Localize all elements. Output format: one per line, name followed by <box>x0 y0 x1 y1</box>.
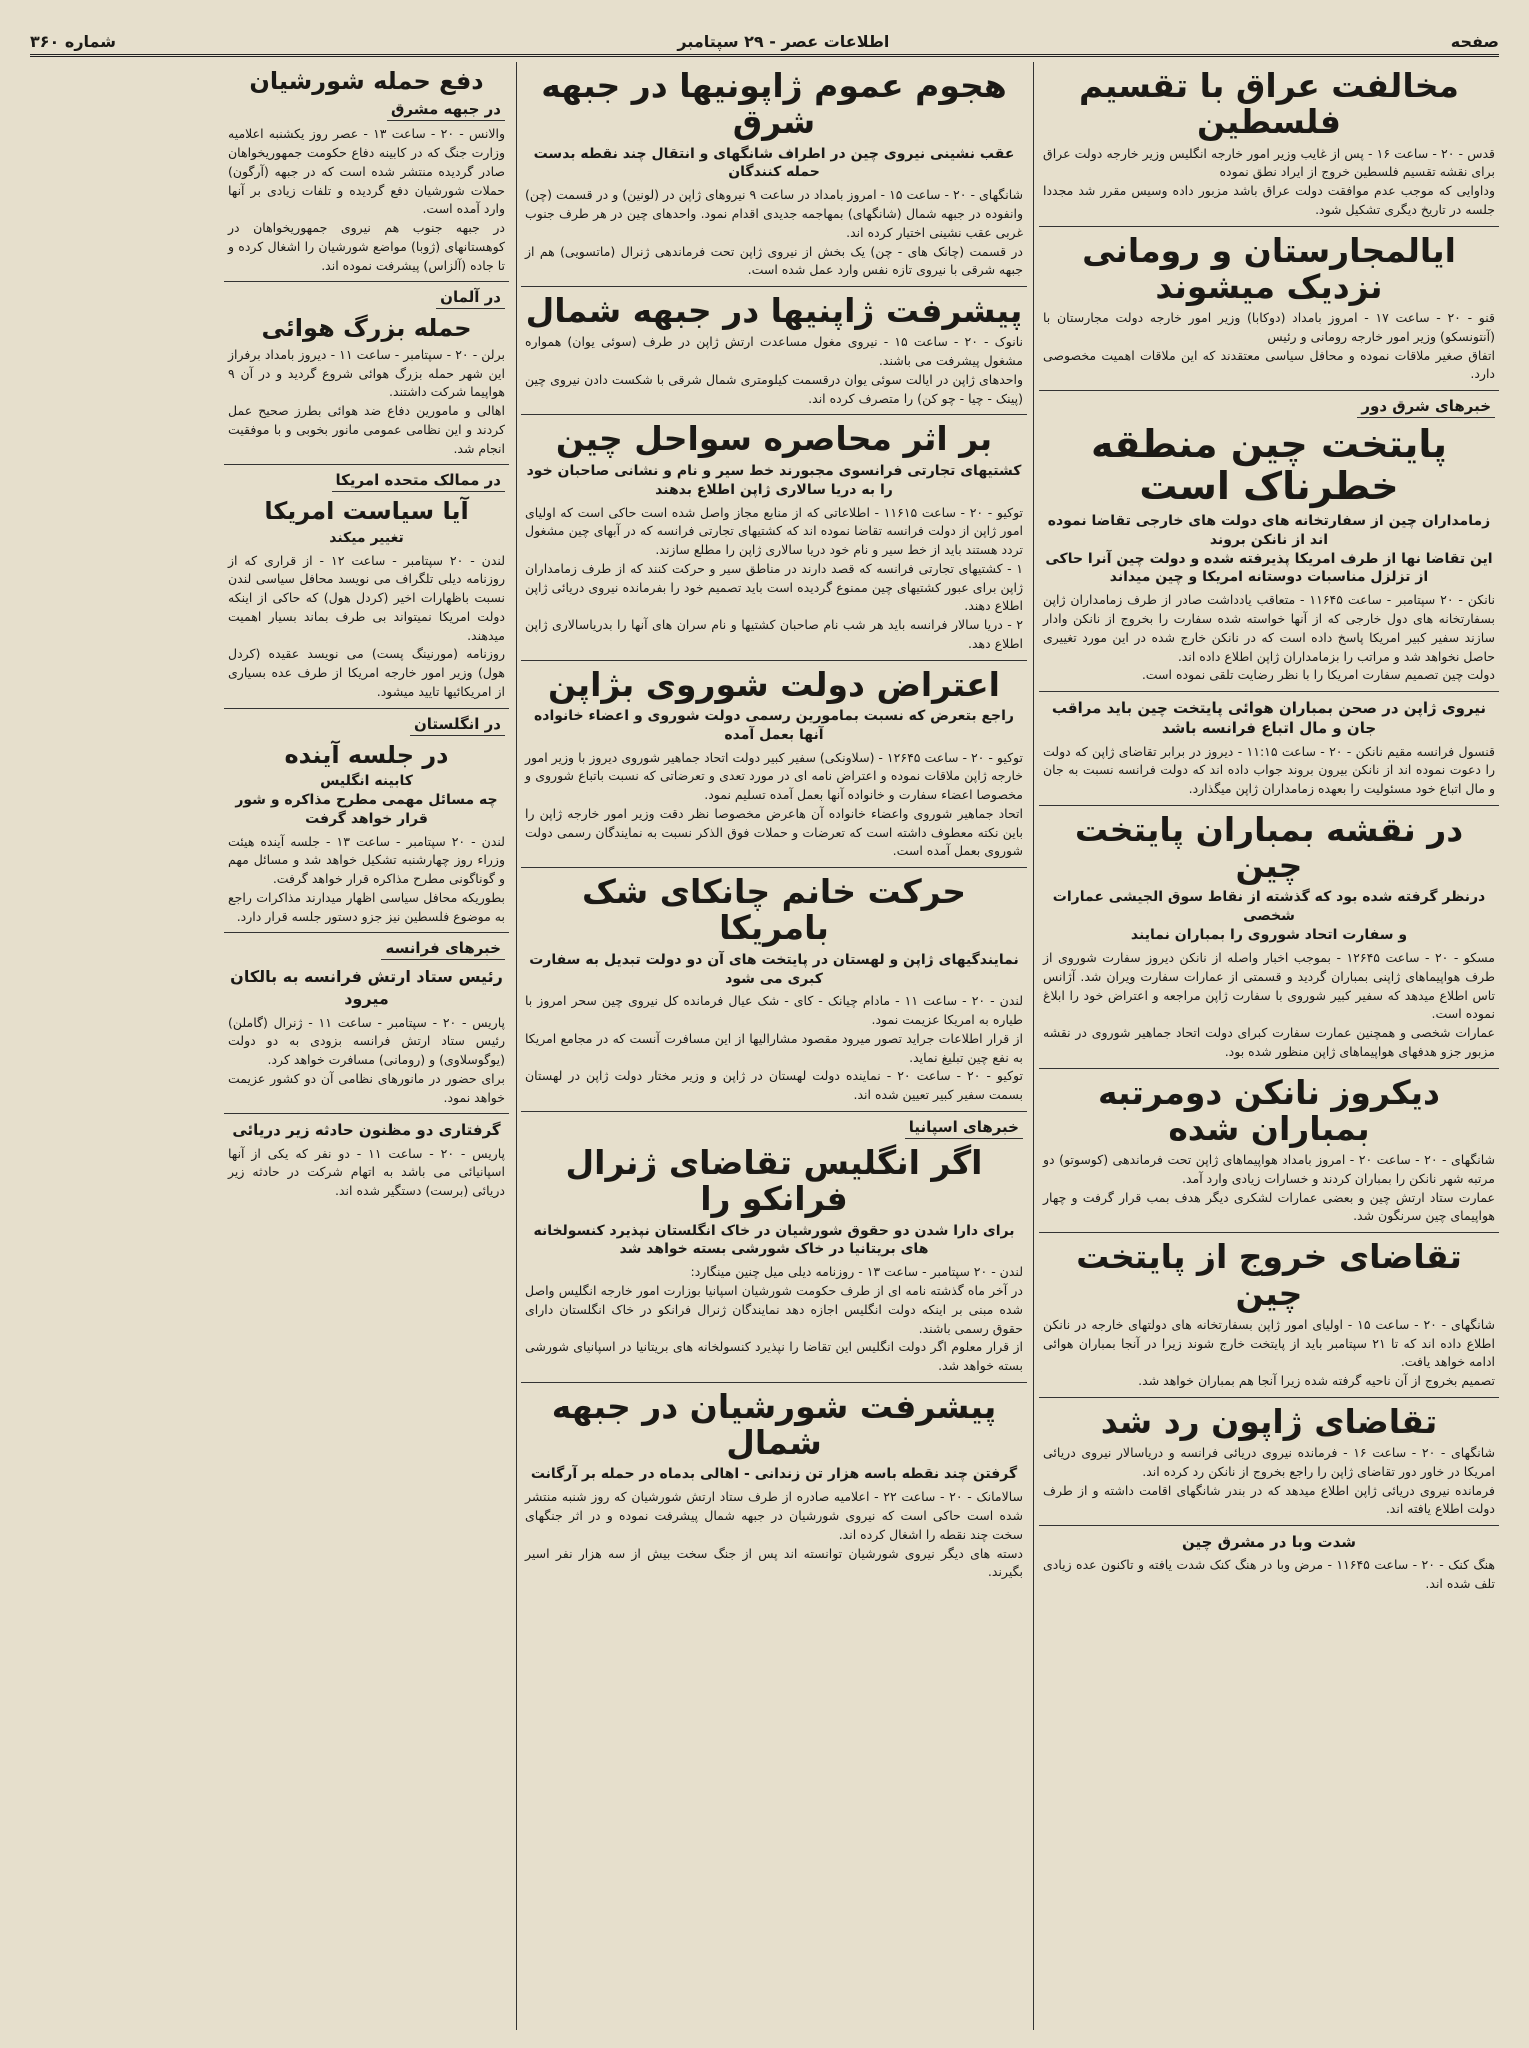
article-body: توکیو - ۲۰ - ساعت ۱۱۶۱۵ - اطلاعاتی که از منابع مجاز واصل شده است حاکی است که اولیای امور ژاپن از دولت فرانسه تقاضا نموده اند که کشتیهای تجارتی فرانسه که در آبهای چین مشغول تردد هستند باید از خط سیر و نام خود دریا سالاری ژاپن را مطلع سازند. ۱ - کشتیهای تجارتی فرانسه که قصد دارند در مناطق سیر و حرکت کنند که از طرف زمامداران ژاپن برای عبور کشتیهای چین ممنوع گردیده است باید تصمیم خود را بفرمانده نیروی دریائی ژاپن اطلاع دهند. ۲ - دریا سالار فرانسه باید هر شب نام صاحبان کشتیها و نام سران های آنها را بدریاسالاری ژاپن اطلاع دهد. <box>525 504 1023 651</box>
article-submarine-suspects <box>224 1114 509 1207</box>
column-divider <box>516 62 517 2030</box>
article-franco-request <box>521 1112 1027 1383</box>
headline: پیشرفت شورشیان در جبهه شمال <box>551 1386 997 1463</box>
article-china-capital-danger <box>1039 391 1499 692</box>
section-label: در آلمان <box>436 288 505 309</box>
article-north-front-advance <box>521 287 1027 415</box>
article-french-chief-balkans <box>224 933 509 1114</box>
article-bombing-plan <box>1039 806 1499 1069</box>
article-body: شانگهای - ۲۰ - ساعت ۱۵ - اولیای امور ژاپن بسفارتخانه های دولتهای خارجه در نانکن اطلاع داده اند که تا ۲۱ سپتامبر باید از پایتخت خارج شوند زیرا در آنجا بمباران هوائی ادامه خواهد یافت. تصمیم بخروج از آن ناحیه گرفته شده زیرا آنجا هم بمباران خواهد شد. <box>1043 1316 1495 1389</box>
article-nanking-bombed-twice <box>1039 1069 1499 1234</box>
subheadline: زمامداران چین از سفارتخانه های دولت های خارجی تقاضا نموده اند از نانکن بروند این تقاضا نها از طرف امریکا پذیرفته شده و دولت چین آنرا حاکی از تزلزل مناسبات دوستانه امریکا و چین میداند <box>1045 512 1493 586</box>
headline: اعتراض دولت شوروی بژاپن <box>547 664 1000 704</box>
article-body: قنو - ۲۰ - ساعت ۱۷ - امروز بامداد (دوکابا) وزیر امور خارجه دولت مجارستان با (آنتونسکو) وزیر امور خارجه رومانی و رئیس اتفاق صغیر ملاقات نموده و محافل سیاسی معتقدند که این ملاقات اهمیت مخصوصی دارد. <box>1043 310 1495 382</box>
subheadline: گرفتن چند نقطه باسه هزار تن زندانی - اهالی بدماه در حمله بر آرگانت <box>530 1466 1018 1483</box>
article-body: هنگ کنک - ۲۰ - ساعت ۱۱۶۴۵ - مرض وبا در هنگ کنک شدت یافته و تاکنون عده زیادی تلف شده اند. <box>1043 1557 1495 1592</box>
article-coast-blockade <box>521 415 1027 660</box>
subheadline: تغییر میکند <box>329 529 404 546</box>
headline: شدت وبا در مشرق چین <box>1181 1533 1357 1552</box>
article-germany-air-drill <box>224 282 509 465</box>
article-rebel-attack-repelled <box>224 62 509 282</box>
headline: پیشرفت ژاپنیها در جبهه شمال <box>525 291 1023 331</box>
headline: آیا سیاست امریکا <box>264 497 469 526</box>
headline: در نقشه بمباران پایتخت چین <box>1074 809 1464 886</box>
headline: تقاضای ژاپون رد شد <box>1100 1401 1438 1441</box>
headline: هجوم عموم ژاپونیها در جبهه شرق <box>541 66 1007 142</box>
article-body: قدس - ۲۰ - ساعت ۱۶ - پس از غایب وزیر امور خارجه انگلیس وزیر خارجه دولت عراق برای نقشه تقسیم فلسطین خروج از ایراد نطق نموده وداوایی که موجب عدم موافقت دولت عراق باشد مزبور داده وسیس مقرر شد مجددا جلسه در تاریخ دیگری تشکیل شود. <box>1043 145 1495 217</box>
header-publication-date: اطلاعات عصر - ۲۹ سپتامبر <box>677 31 890 51</box>
article-body: والانس - ۲۰ - ساعت ۱۳ - عصر روز یکشنبه اعلامیه وزارت جنگ که در کابینه دفاع حکومت جمهوریخواهان صادر گردیده منتشر شده است که در جبهه (آرگون) حملات شورشیان دفع گردیده و تلفات زیادی بر آنها وارد آمده است. در جبهه جنوب هم نیروی جمهوریخواهان در کوهستانهای (ژوبا) مواضع شورشیان را اشغال کرده و تا جاده (آلزاس) پیشرفت نموده اند. <box>228 126 505 273</box>
section-label: در ممالک متحده امریکا <box>332 471 505 492</box>
section-label: در جبهه مشرق <box>387 100 505 121</box>
article-body: لندن - ۲۰ سپتامبر - ساعت ۱۳ - جلسه آینده هیئت وزراء روز چهارشنبه تشکیل خواهد شد و مسائل مهم و گوناگونی مطرح مذاکره قرار خواهد گرفت. بطوریکه محافل سیاسی اظهار میدارند مذاکرات راجع به موضوع فلسطین نیز جزو دستور جلسه قرار دارد. <box>228 833 505 924</box>
article-body: پاریس - ۲۰ - ساعت ۱۱ - دو نفر که یکی از آنها اسپانیائی می باشد به اتهام شرکت در حادثه زیر دریائی (برست) دستگیر شده اند. <box>228 1145 505 1199</box>
headline: ایالمجارستان و رومانی نزدیک میشوند <box>1082 230 1456 306</box>
headline: اگر انگلیس تقاضای ژنرال فرانکو را <box>565 1142 983 1219</box>
headline: دفع حمله شورشیان <box>249 67 484 95</box>
subheadline: کشتیهای تجارتی فرانسوی مجبورند خط سیر و نام و نشانی صاحبان خود را به دریا سالاری ژاپن اطلاع بدهند <box>526 462 1022 498</box>
article-body: لندن - ۲۰ - ساعت ۱۱ - مادام چیانک - کای - شک عیال فرمانده کل نیروی چین سحر امروز با طیاره به امریکا عزیمت نمود. از قرار اطلاعات جراید تصور میرود مقصود مشارالیها از این مسافرت آنست که در مجامع امریکا به نفع چین تبلیغ نماید. توکیو - ۲۰ - ساعت ۲۰ - نماینده دولت لهستان در ژاپن و وزیر مختار دولت ژاپن در لهستان بسمت سفیر کبیر تعیین شده اند. <box>525 993 1023 1103</box>
article-soviet-protest <box>521 661 1027 869</box>
article-british-cabinet <box>224 709 509 934</box>
article-japan-request-rejected <box>1039 1398 1499 1526</box>
subheadline: عقب نشینی نیروی چین در اطراف شانگهای و انتقال چند نقطه بدست حمله کنندگان <box>533 145 1015 181</box>
headline: نیروی ژاپن در صحن بمباران هوائی پایتخت چین باید مراقب جان و مال اتباع فرانسه باشد <box>1051 699 1487 738</box>
article-body: سالامانک - ۲۰ - ساعت ۲۲ - اعلامیه صادره از طرف ستاد ارتش شورشیان که روز شنبه منتشر شده است حاکی است که نیروی شورشیان در جبهه شمال پیشرفت نموده و در اثر جنگهای سخت چند نقطه را اشغال کرده اند. دسته های دیگر نیروی شورشیان توانسته اند پس از جنگ سخت بیش از سه هزار نفر اسیر بگیرند. <box>525 1489 1023 1580</box>
masthead-bar <box>30 28 1499 57</box>
article-exit-request <box>1039 1233 1499 1398</box>
article-east-front-attack <box>521 62 1027 287</box>
article-body: پاریس - ۲۰ - سپتامبر - ساعت ۱۱ - ژنرال (گاملن) رئیس ستاد ارتش فرانسه بزودی به دو دولت (یوگوسلاوی) و (رومانی) مسافرت خواهد کرد. برای حضور در مانورهای نظامی آن دو کشور عزیمت خواهد نمود. <box>228 1014 505 1105</box>
section-label: خبرهای فرانسه <box>381 939 505 960</box>
subheadline: برای دارا شدن دو حقوق شورشیان در خاک انگلستان نپذیرد کنسولخانه های بریتانیا در خاک شورشی بسته خواهد شد <box>533 1222 1015 1258</box>
news-column-center <box>521 62 1027 2030</box>
article-body: شانگهای - ۲۰ - ساعت ۱۵ - امروز بامداد در ساعت ۹ نیروهای ژاپن در (لونین) و در قسمت (چن) وانفوده در جبهه شمال (شانگهای) بمهاجمه جدیدی اقدام نمود. واحدهای چین در هر طرف جنوب غربی عقب نشینی اختیار کرده اند. در قسمت (چانک های - چن) یک بخش از نیروی ژاپن تحت فرماندهی ژنرال (ماتسویی) هم از جبهه شرقی با نیروی تازه نفس وارد عمل شده است. <box>525 187 1024 278</box>
news-column-left <box>224 62 509 2030</box>
article-body: مسکو - ۲۰ - ساعت ۱۲۶۴۵ - بموجب اخبار واصله از نانکن دیروز سفارت شوروی از طرف هواپیماهای ژاپنی بمباران گردید و قسمتی از عمارات سفارت ویران شد. آژانس تاس اطلاع میدهد که سفیر کبیر شوروی با سفارت ژاپن مراجعه و اعتراض خود را ابلاغ نموده است. عمارات شخصی و همچنین عمارت سفارت کبرای دولت اتحاد جماهیر شوروی در نقشه مزبور جزو هدفهای هواپیماهای ژاپن منظور شده بود. <box>1043 950 1496 1059</box>
article-body: نانکن - ۲۰ سپتامبر - ساعت ۱۱۶۴۵ - متعاقب یادداشت صادر از طرف زمامداران ژاپن بسفارتخانه های دول خارجی که از آنها خواسته شده سفارت را بخروج از نانکن وادار سازند سفیر کبیر امریکا پاسخ داده است که در نانکن خارج شده در این مورد تغییری حاصل نخواهد شد و مراتب را بزمامداران ژاپن اطلاع داده اند. دولت چین تصمیم سفارت امریکا را با نظر رضایت تلقی نموده است. <box>1043 592 1495 683</box>
article-body: شانگهای - ۲۰ - ساعت ۲۰ - امروز بامداد هواپیماهای ژاپن تحت فرماندهی (کوسوتو) دو مرتبه شهر نانکن را بمباران کردند و خسارات زیادی وارد آمد. عمارت ستاد ارتش چین و بعضی عمارات لشکری دیگر هدف بمب قرار گرفت و چهار هواپیمای چین سرنگون شد. <box>1043 1152 1495 1224</box>
headline: بر اثر محاصره سواحل چین <box>555 419 993 459</box>
headline: تقاضای خروج از پایتخت چین <box>1076 1237 1462 1313</box>
section-label: خبرهای اسپانیا <box>905 1118 1023 1139</box>
headline: گرفتاری دو مظنون حادثه زیر دریائی <box>232 1121 501 1140</box>
header-issue-number: شماره ۳۶۰ <box>30 31 117 51</box>
article-body: برلن - ۲۰ - سپتامبر - ساعت ۱۱ - دیروز بامداد برفراز این شهر حمله بزرگ هوائی شروع گردید و در آن ۹ هواپیما شرکت داشتند. اهالی و مامورین دفاع ضد هوائی بطرز صحیح عمل کردند و این نظامی عمومی مانور بخوبی و با موفقیت انجام شد. <box>228 346 505 456</box>
article-madame-chiang <box>521 868 1027 1112</box>
subheadline: کابینه انگلیس چه مسائل مهمی مطرح مذاکره و شور قرار خواهد گرفت <box>235 772 498 827</box>
header-page-label: صفحه <box>1450 31 1499 51</box>
subheadline: راجع بتعرض که نسبت بمامورین رسمی دولت شوروی و اعضاء خانواده آنها بعمل آمده <box>534 707 1014 743</box>
subheadline: درنظر گرفته شده بود که گذشته از نقاط سوق الجیشی عمارات شخصی و سفارت اتحاد شوروی را بمباران نمایند <box>1052 889 1486 944</box>
column-divider <box>1033 62 1034 2030</box>
article-rebels-north-front <box>521 1383 1027 1588</box>
headline: پایتخت چین منطقه خطرناک است <box>1091 422 1447 508</box>
headline: حرکت خانم چانکای شک بامریکا <box>582 872 966 948</box>
article-body: لندن - ۲۰ سپتامبر - ساعت ۱۲ - از قراری که از روزنامه دیلی تلگراف می نویسد محافل سیاسی لندن نسبت باظهارات اخیر (کردل هول) که حاکی از اینکه دولت امریکا نمیتواند بی طرف بماند بسیار اهمیت میدهند. روزنامه (مورنینگ پست) می نویسد عقیده (کردل هول) وزیر امور خارجه امریکا از طرف عده بسیاری از امریکائیها تایید میشود. <box>228 552 506 699</box>
section-label: خبرهای شرق دور <box>1357 397 1495 418</box>
headline: در جلسه آینده <box>284 740 449 769</box>
news-column-right <box>1039 62 1499 2030</box>
headline: دیکروز نانکن دومرتبه بمباران شده <box>1098 1072 1440 1148</box>
article-body: شانگهای - ۲۰ - ساعت ۱۶ - فرمانده نیروی دریائی فرانسه و دریاسالار نیروی دریائی امریکا در خاور دور تقاضای ژاپن را راجع بخروج از نانکن رد کرده اند. فرمانده نیروی دریائی ژاپن اطلاع میدهد که در بندر شانگهای اقامت داشته و از طرف دولت اطلاع یافته اند. <box>1043 1445 1495 1517</box>
headline: مخالفت عراق با تقسیم فلسطین <box>1079 66 1459 142</box>
subheadline: نمایندگیهای ژاپن و لهستان در پایتخت های آن دو دولت تبدیل به سفارت کبری می شود <box>529 951 1019 987</box>
article-iraq-palestine <box>1039 62 1499 227</box>
article-cholera <box>1039 1526 1499 1600</box>
headline: حمله بزرگ هوائی <box>261 314 472 343</box>
section-label: در انگلستان <box>410 715 505 736</box>
article-body: قنسول فرانسه مقیم نانکن - ۲۰ - ساعت ۱۱:۱۵ - دیروز در برابر تقاضای ژاپن که دولت را دعوت نموده اند از نانکن بیرون بروند جواب داده اند که دولت فرانسه نسبت به جان و مال اتباع خود مسئولیت را بعهده زمامداران ژاپن میگذارد. <box>1043 743 1495 797</box>
article-body: لندن - ۲۰ سپتامبر - ساعت ۱۳ - روزنامه دیلی میل چنین مینگارد: در آخر ماه گذشته نامه ای از طرف حکومت شورشیان اسپانیا بوزارت امور خارجه انگلیس واصل شده مبنی بر اینکه دولت انگلیس اجازه دهد نمایندگان ژنرال فرانکو در خاک انگلستان دارای حقوق رسمی باشند. از قرار معلوم اگر دولت انگلیس این تقاضا را نپذیرد کنسولخانه های بریتانیا در اسپانیای شورشی بسته خواهد شد. <box>525 1264 1023 1374</box>
article-body: توکیو - ۲۰ - ساعت ۱۲۶۴۵ - (سلاونکی) سفیر کبیر دولت اتحاد جماهیر شوروی دیروز با وزیر امور خارجه ژاپن ملاقات نموده و اعتراض نامه ای در مورد تعدی و تعرضاتی که نسبت باتباع شوروی و مخصوصا اعضاء سفارت و خانواده آنها بعمل آمده تسلیم نمود. اتحاد جماهیر شوروی واعضاء خانواده آن هاعرض مخصوصا نظر دقت وزیر امور خارجه ژاپن را باین نکته معطوف داشته است که تعرضات و حملات فوق الذکر نسبت به نمایندگان رسمی دولت شوروی بعمل آمده است. <box>525 749 1023 859</box>
article-body: نانوک - ۲۰ - ساعت ۱۵ - نیروی مغول مساعدت ارتش ژاپن در طرف (سوئی یوان) همواره مشغول پیشرفت می باشند. واحدهای ژاپن در ایالت سوئی یوان درقسمت کیلومتری شمال شرقی با شکست دادن نیروی چین (پینک - چیا - چو کن) را متصرف کرده اند. <box>525 334 1024 406</box>
article-french-nationals <box>1039 692 1499 806</box>
article-us-policy <box>224 465 509 708</box>
headline: رئیس ستاد ارتش فرانسه به بالکان میرود <box>230 967 503 1008</box>
article-hungary-romania <box>1039 227 1499 392</box>
